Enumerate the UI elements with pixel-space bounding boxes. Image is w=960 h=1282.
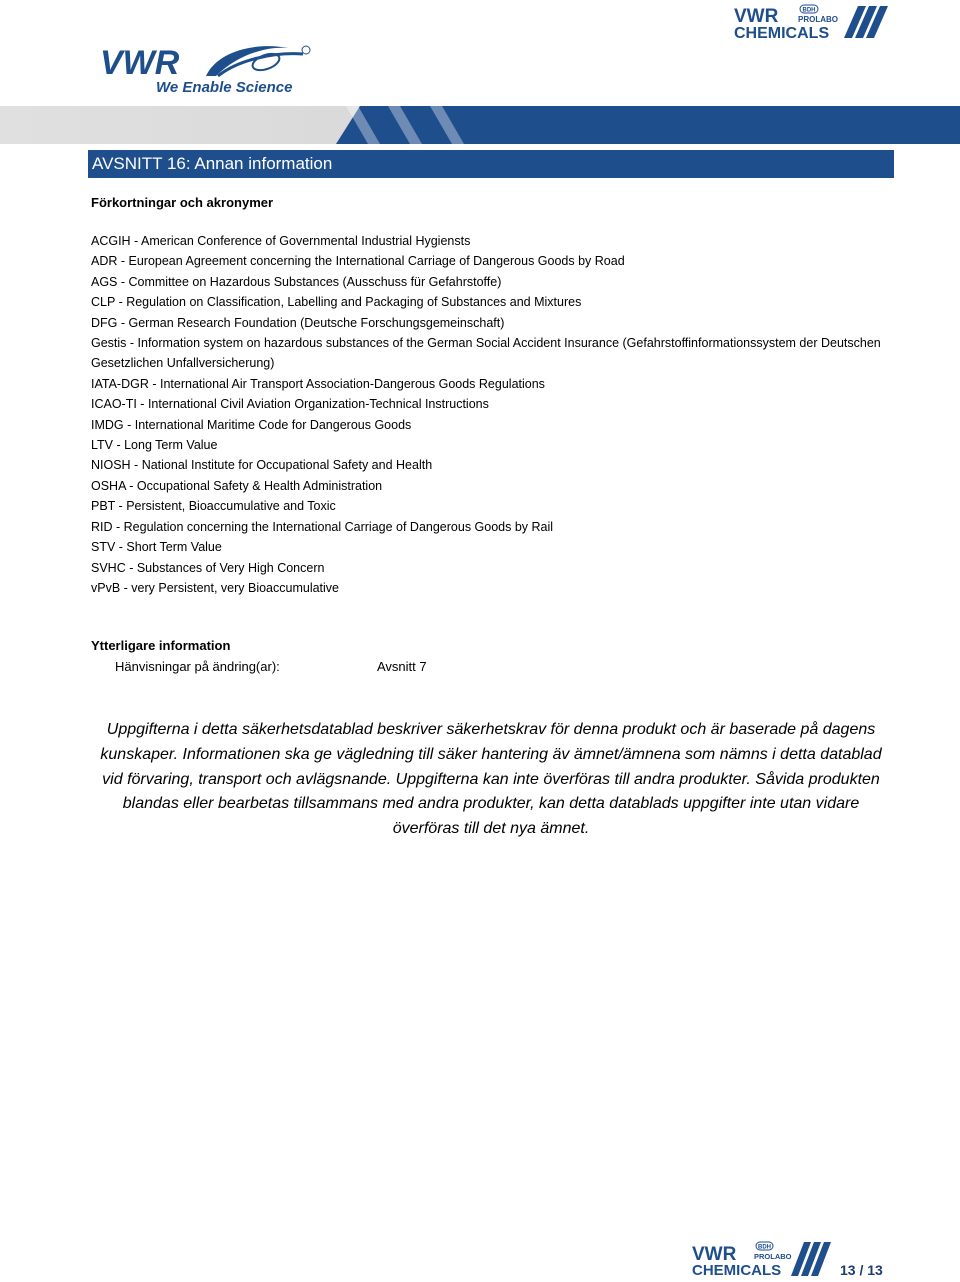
logo-brand-text: VWR [692,1244,737,1265]
list-item: PBT - Persistent, Bioaccumulative and Toxic [91,499,336,514]
disclaimer-text: Uppgifterna i detta säkerhetsdatablad beskriver säkerhetskrav för denna produkt och är baserade på dagens kunskaper. Informationen ska ge vägledning till säker hantering äv ämnet/ämnena som nämns i detta datablad vid förvaring, transport och avlägsnande. Uppgifterna kan inte överföras till andra produkter. Såvida produkten blandas eller bearbetas tillsammans med andra produkter, kan detta datablads uppgifter inte utan vidare överföras till det nya ämnet. [100,721,882,838]
list-item: NIOSH - National Institute for Occupational Safety and Health [91,458,433,473]
list-item: Gestis - Information system on hazardous substances of the German Social Accident Insurance (Gefahrstoffinformationssystem der Deutschen Gesetzlichen Unfallversicherung) [91,336,881,371]
abbreviations-heading: Förkortningar och akronymer [91,195,274,210]
logo-badge-text: BDH [758,1244,771,1251]
list-item: DFG - German Research Foundation (Deutsche Forschungsgemeinschaft) [91,315,505,330]
page-number: 13 / 13 [840,1262,883,1278]
logo-brand-text: VWR [100,44,180,82]
section-title: AVSNITT 16: Annan information [88,150,894,178]
list-item: RID - Regulation concerning the International Carriage of Dangerous Goods by Rail [91,519,554,534]
changes-label: Hänvisningar på ändring(ar): [115,659,280,674]
list-item: SVHC - Substances of Very High Concern [91,560,325,575]
vwr-chemicals-logo [732,4,892,40]
list-item: AGS - Committee on Hazardous Substances (Ausschuss für Gefahrstoffe) [91,274,502,289]
list-item: IATA-DGR - International Air Transport Association-Dangerous Goods Regulations [91,376,545,391]
vwr-logo [98,40,318,96]
list-item: CLP - Regulation on Classification, Labelling and Packaging of Substances and Mixtures [91,295,582,310]
list-item: OSHA - Occupational Safety & Health Administration [91,478,383,493]
list-item: ICAO-TI - International Civil Aviation Organization-Technical Instructions [91,397,489,412]
header-band [0,106,960,144]
additional-info-heading: Ytterligare information [91,638,231,653]
logo-badge-text: BDH [802,7,816,14]
logo-product-text: CHEMICALS [692,1262,782,1278]
logo-brand-text: VWR [734,6,779,27]
list-item: IMDG - International Maritime Code for Dangerous Goods [91,417,412,432]
logo-subbrand-text: PROLABO [798,15,838,24]
list-item: ADR - European Agreement concerning the International Carriage of Dangerous Goods by Road [91,254,625,269]
abbreviation-list [91,231,881,598]
logo-tagline-text: We Enable Science [156,79,293,96]
list-item: ACGIH - American Conference of Governmental Industrial Hygiensts [91,234,471,248]
vwr-chemicals-footer-logo [690,1240,834,1278]
changes-value: Avsnitt 7 [377,659,427,674]
logo-subbrand-text: PROLABO [754,1252,792,1261]
logo-product-text: CHEMICALS [734,25,830,40]
list-item: STV - Short Term Value [91,540,222,555]
list-item: LTV - Long Term Value [91,438,218,453]
list-item: vPvB - very Persistent, very Bioaccumulative [91,580,339,595]
